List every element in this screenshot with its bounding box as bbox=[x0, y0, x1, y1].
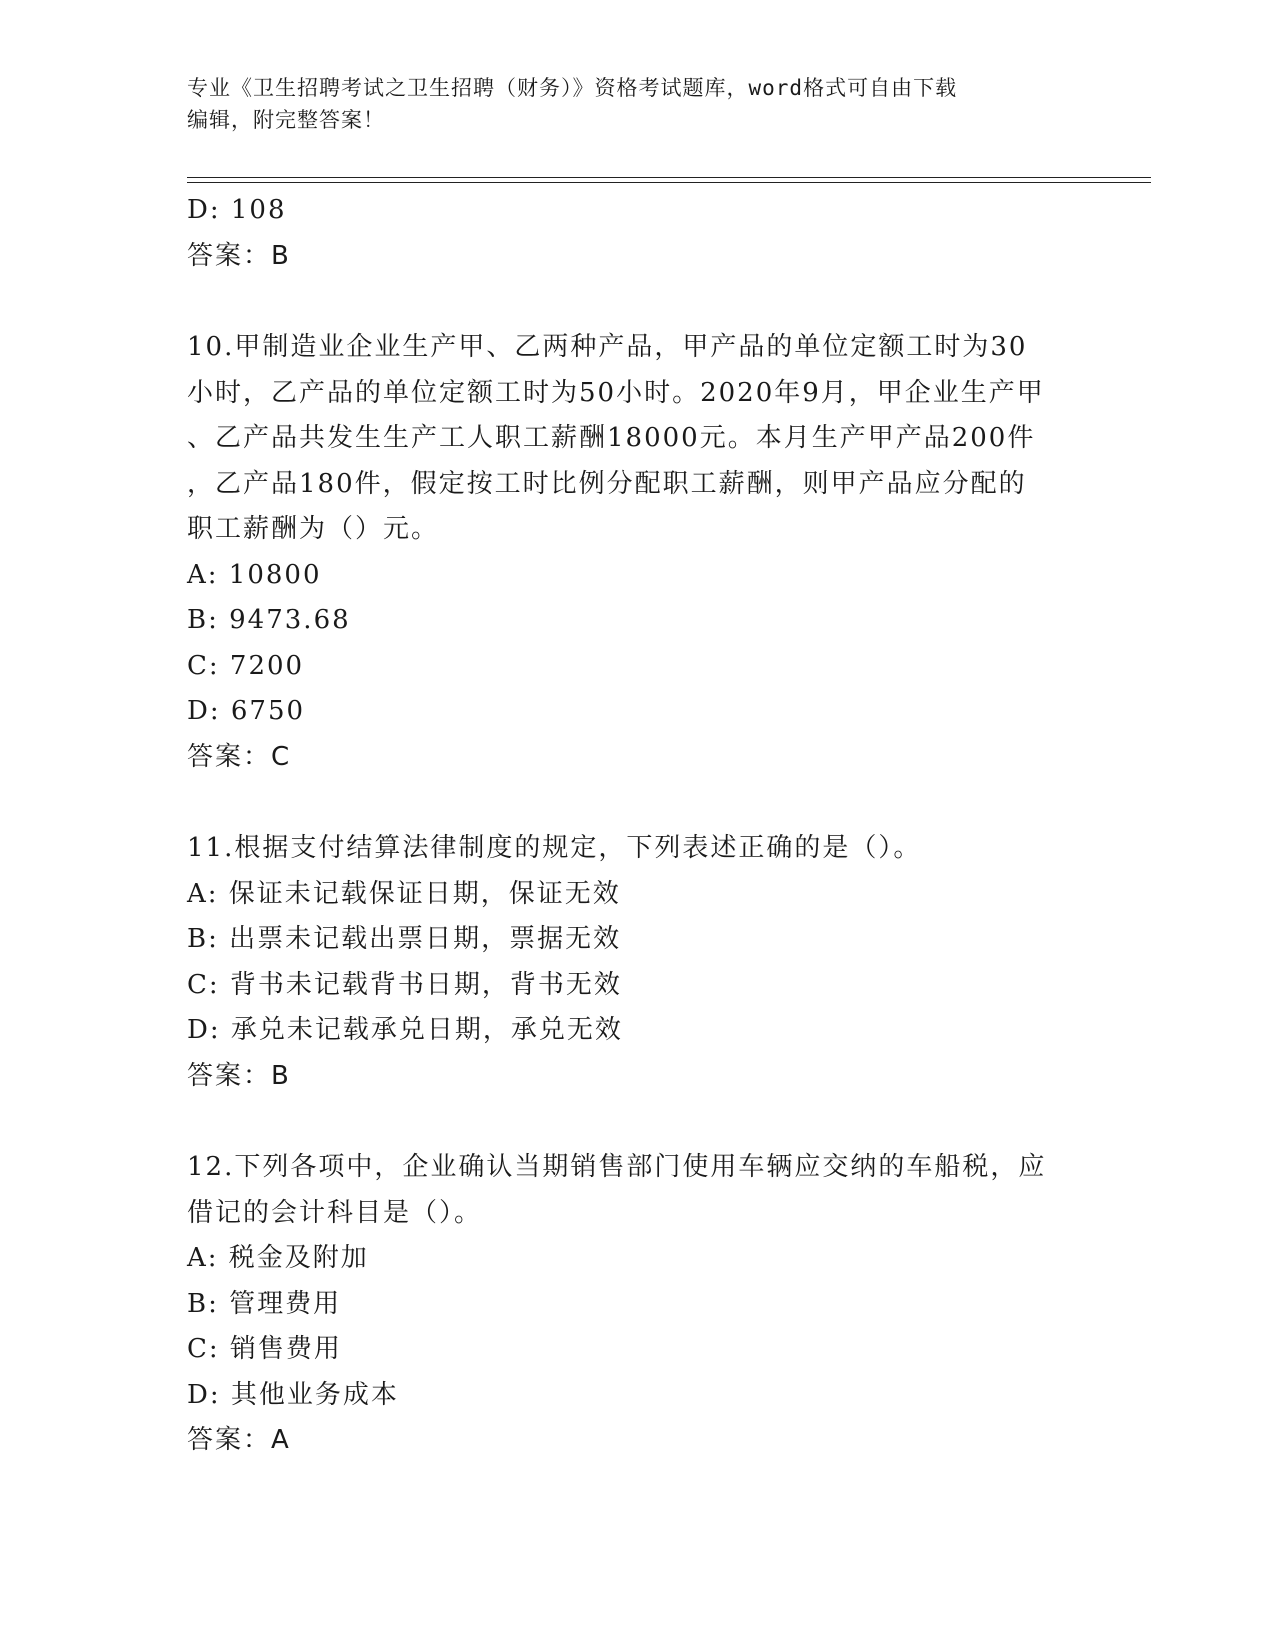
question-content bbox=[187, 188, 1087, 1464]
prev-option-d: D: 108 bbox=[187, 195, 287, 225]
question-12-option-d: D: 其他业务成本 bbox=[187, 1379, 399, 1410]
spacer bbox=[187, 279, 1087, 325]
question-12-stem-line: 12.下列各项中，企业确认当期销售部门使用车辆应交纳的车船税，应 bbox=[187, 1152, 1047, 1182]
question-10-stem-line: 、乙产品共发生生产工人职工薪酬18000元。本月生产甲产品200件 bbox=[187, 423, 1036, 453]
question-11-stem-line: 11.根据支付结算法律制度的规定，下列表述正确的是（）。 bbox=[187, 833, 922, 863]
question-11-option-d: D: 承兑未记载承兑日期，承兑无效 bbox=[187, 1015, 623, 1045]
header-divider-top bbox=[187, 177, 1151, 178]
question-12-stem-line: 借记的会计科目是（）。 bbox=[187, 1197, 483, 1228]
header-line-2: 编辑，附完整答案！ bbox=[187, 108, 385, 132]
header-divider-bottom bbox=[187, 182, 1151, 183]
prev-answer: 答案：B bbox=[187, 240, 291, 271]
question-10-option-d: D: 6750 bbox=[187, 696, 306, 726]
page-header bbox=[187, 72, 1067, 136]
question-12 bbox=[187, 1145, 1087, 1464]
question-11-option-c: C: 背书未记载背书日期，背书无效 bbox=[187, 969, 622, 1000]
question-10-answer: 答案：C bbox=[187, 741, 292, 772]
question-11-option-a: A: 保证未记载保证日期，保证无效 bbox=[187, 878, 621, 909]
question-10 bbox=[187, 325, 1087, 780]
question-10-stem-line: 职工薪酬为（）元。 bbox=[187, 514, 440, 544]
question-11-option-b: B: 出票未记载出票日期，票据无效 bbox=[187, 924, 622, 954]
question-11 bbox=[187, 826, 1087, 1099]
question-10-option-b: B: 9473.68 bbox=[187, 605, 351, 635]
question-10-stem-line: 小时，乙产品的单位定额工时为50小时。2020年9月，甲企业生产甲 bbox=[187, 377, 1045, 408]
question-11-answer: 答案：B bbox=[187, 1060, 291, 1091]
question-10-stem-line: ，乙产品180件，假定按工时比例分配职工薪酬，则甲产品应分配的 bbox=[187, 468, 1027, 499]
question-10-stem-line: 10.甲制造业企业生产甲、乙两种产品，甲产品的单位定额工时为30 bbox=[187, 332, 1028, 362]
question-12-option-b: B: 管理费用 bbox=[187, 1288, 342, 1319]
question-12-option-a: A: 税金及附加 bbox=[187, 1243, 369, 1273]
question-12-option-c: C: 销售费用 bbox=[187, 1334, 342, 1364]
header-line-1: 专业《卫生招聘考试之卫生招聘（财务）》资格考试题库，word格式可自由下载 bbox=[187, 76, 958, 100]
question-12-answer: 答案：A bbox=[187, 1425, 291, 1455]
question-10-option-c: C: 7200 bbox=[187, 650, 305, 681]
spacer bbox=[187, 780, 1087, 826]
spacer bbox=[187, 1099, 1087, 1145]
question-10-option-a: A: 10800 bbox=[187, 559, 322, 590]
